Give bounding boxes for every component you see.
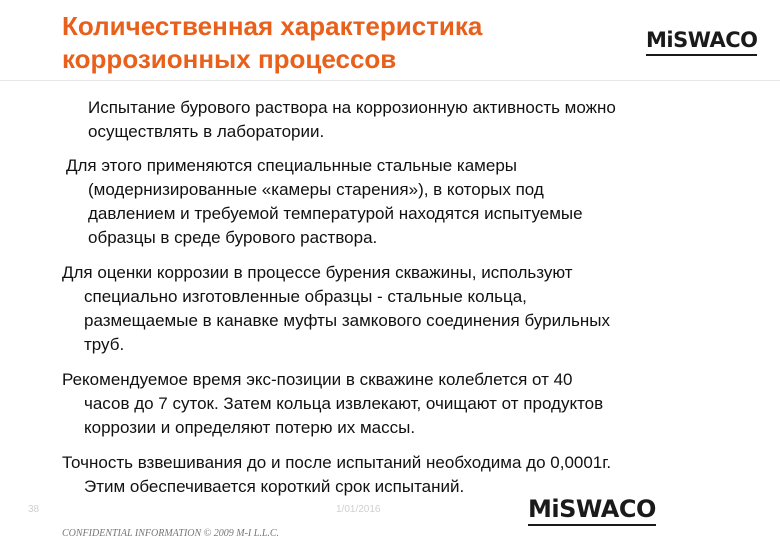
header-divider <box>0 80 780 81</box>
slide-title-line-2: коррозионных процессов <box>62 44 397 74</box>
paragraph-line: Этим обеспечивается короткий срок испытаний. <box>84 477 465 496</box>
paragraph-line: Точность взвешивания до и после испытаний необходима до 0,0001г. <box>62 453 612 472</box>
paragraph-line: коррозии и определяют потерю их массы. <box>84 418 416 437</box>
paragraph-line: (модернизированные «камеры старения»), в которых под <box>88 180 544 199</box>
mi-swaco-logo-bottom <box>528 495 656 523</box>
paragraph-line: Для оценки коррозии в процессе бурения скважины, используют <box>62 263 573 282</box>
paragraph-line: осуществлять в лаборатории. <box>88 122 325 141</box>
paragraph-lab-testing <box>88 96 616 144</box>
paragraph-line: размещаемые в канавке муфты замкового соединения бурильных <box>84 311 610 330</box>
paragraph-line: давлением и требуемой температурой находятся испытуемые <box>88 204 583 223</box>
paragraph-line: образцы в среде бурового раствора. <box>88 228 378 247</box>
logo-underline <box>646 54 757 56</box>
slide-title <box>62 10 482 76</box>
paragraph-line: Рекомендуемое время экс-позиции в скважине колеблется от 40 <box>62 370 573 389</box>
paragraph-line: часов до 7 суток. Затем кольца извлекают, очищают от продуктов <box>84 394 604 413</box>
slide-title-line-1: Количественная характеристика <box>62 11 483 41</box>
paragraph-exposure-time <box>62 368 603 440</box>
mi-swaco-logo-bottom-text: MiSWACO <box>528 495 656 523</box>
paragraph-line: специально изготовленные образцы - стальные кольца, <box>84 287 527 306</box>
paragraph-line: Для этого применяются специальнные стальные камеры <box>66 156 517 175</box>
paragraph-line: Испытание бурового раствора на коррозионную активность можно <box>88 98 616 117</box>
confidential-notice: CONFIDENTIAL INFORMATION © 2009 M-I L.L.C. <box>62 528 280 539</box>
logo-underline <box>528 524 656 526</box>
paragraph-line: труб. <box>84 335 125 354</box>
paragraph-weighing-accuracy <box>62 451 611 499</box>
mi-swaco-logo-top-text: MiSWACO <box>646 28 758 52</box>
slide-number: 38 <box>28 504 40 515</box>
paragraph-steel-rings <box>62 261 610 357</box>
mi-swaco-logo-top <box>646 28 757 52</box>
paragraph-aging-cells <box>66 154 583 250</box>
slide-date: 1/01/2016 <box>336 504 381 515</box>
